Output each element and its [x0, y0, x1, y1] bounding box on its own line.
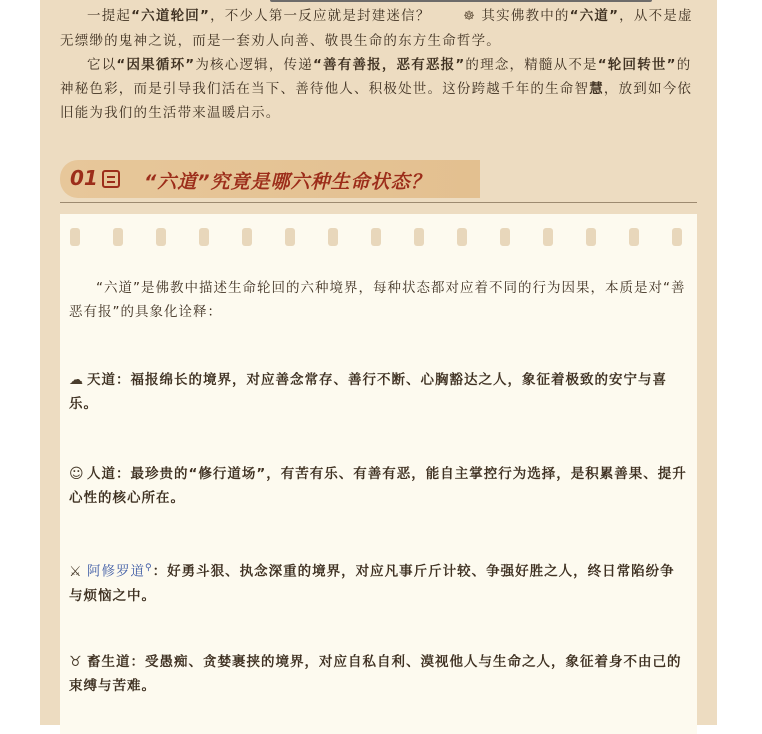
binder-hole	[500, 228, 510, 246]
person-icon: ☺	[69, 466, 85, 482]
swords-icon: ⚔	[69, 563, 83, 580]
card-lead	[69, 276, 689, 324]
lead-paragraph: “六道”是佛教中描述生命轮回的六种境界，每种状态都对应着不同的行为因果，本质是对“善恶有报”的具象化诠释：	[69, 280, 686, 320]
intro-text	[60, 4, 696, 125]
search-icon[interactable]: ⚲	[145, 563, 153, 573]
document-icon	[102, 170, 120, 188]
binder-hole	[113, 228, 123, 246]
binder-hole	[672, 228, 682, 246]
intro-paragraph-2: 它以“因果循环”为核心逻辑，传递“善有善报，恶有恶报”的理念，精髓从不是“轮回转世”的神秘色彩，而是引导我们活在当下、善待他人、积极处世。这份跨越千年的生命智慧，放到如今依旧能为我们的生活带来温暖启示。	[60, 57, 693, 121]
list-item: ⚔ 阿修罗道⚲：好勇斗狠、执念深重的境界，对应凡事斤斤计较、争强好胜之人，终日常陷纷争与烦恼之中。	[69, 556, 689, 608]
list-item: ☁ 天道：福报绵长的境界，对应善念常存、善行不断、心胸豁达之人，象征着极致的安宁与喜乐。	[69, 368, 689, 416]
binder-hole	[586, 228, 596, 246]
section-number: 01	[70, 166, 98, 190]
binder-hole	[328, 228, 338, 246]
intro-paragraph-1: 一提起“六道轮回”，不少人第一反应就是封建迷信？ ☸ 其实佛教中的“六道”，从不是虚无缥缈的鬼神之说，而是一套劝人向善、敬畏生命的东方生命哲学。	[60, 4, 696, 53]
binder-hole	[156, 228, 166, 246]
dharma-wheel-icon: ☸	[463, 9, 476, 24]
binder-hole	[543, 228, 553, 246]
section-title: “六道”究竟是哪六种生命状态？	[144, 171, 431, 193]
article-page	[40, 0, 717, 725]
binder-hole	[629, 228, 639, 246]
binder-hole	[242, 228, 252, 246]
binder-hole	[199, 228, 209, 246]
binder-hole	[285, 228, 295, 246]
section-header	[60, 160, 480, 198]
animal-icon: ♉	[69, 654, 83, 670]
section-divider	[60, 202, 697, 203]
list-item: ☺ 人道：最珍贵的“修行道场”，有苦有乐、有善有恶，能自主掌控行为选择，是积累善果、提升心性的核心所在。	[69, 462, 689, 510]
binder-hole	[414, 228, 424, 246]
binder-hole	[70, 228, 80, 246]
binder-hole	[457, 228, 467, 246]
cloud-icon: ☁	[69, 372, 84, 388]
asura-link[interactable]: 阿修罗道	[87, 563, 145, 580]
notebook-card	[60, 214, 697, 734]
list-item: ♉ 畜生道：受愚痴、贪婪裹挟的境界，对应自私自利、漠视他人与生命之人，象征着身不由己的束缚与苦难。	[69, 650, 689, 698]
binder-holes	[70, 228, 690, 246]
binder-hole	[371, 228, 381, 246]
top-scroll-bar	[270, 0, 652, 2]
